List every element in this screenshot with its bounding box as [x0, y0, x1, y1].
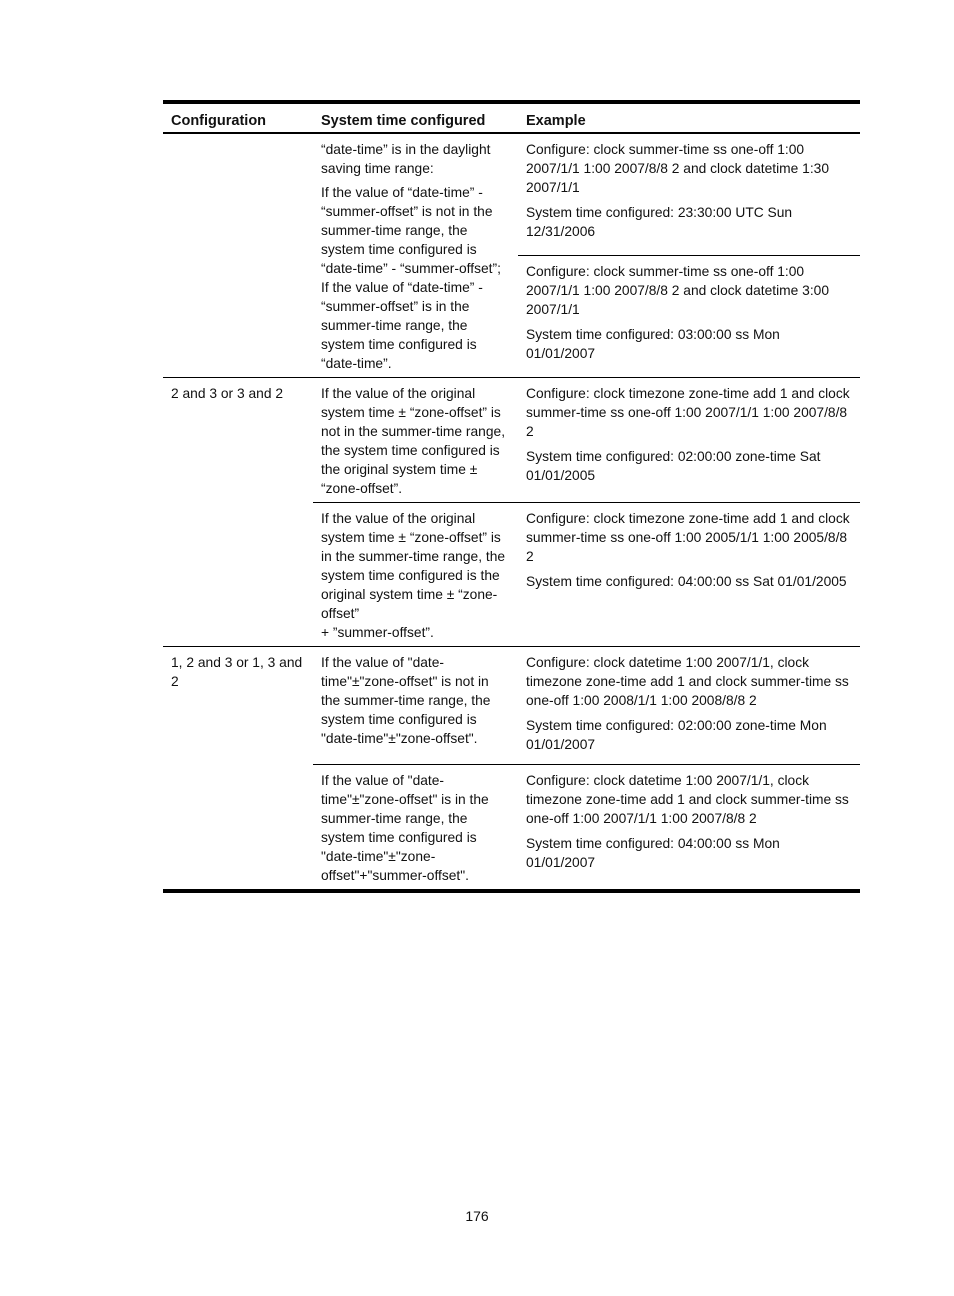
table-header-row — [163, 102, 860, 133]
example-result-text: System time configured: 04:00:00 ss Mon 01/01/2007 — [526, 836, 780, 870]
system-time-text: If the value of “date-time” - “summer-offset” is not in the summer-time range, the system time configured is “date-time” - “summer-offset”; — [321, 185, 501, 276]
example-cell — [518, 133, 860, 256]
example-cell — [518, 256, 860, 378]
table-row — [163, 133, 860, 256]
example-cell — [518, 765, 860, 892]
example-configure-text: Configure: clock timezone zone-time add 1 and clock summer-time ss one-off 1:00 2007/1/1 1:00 2007/8/8 2 — [526, 386, 850, 439]
system-time-cell: If the value of "date-time"±"zone-offset" is in the summer-time range, the system time configured is "date-time"±"zone-offset"+"summer-offset". — [313, 765, 518, 892]
table-row — [163, 647, 860, 765]
config-cell — [163, 133, 313, 378]
example-cell — [518, 647, 860, 765]
system-time-text: If the value of the original system time ± “zone-offset” is in the summer-time range, the system time configured is the original system time ± “zone-offset” — [321, 511, 506, 621]
example-result-text: System time configured: 23:30:00 UTC Sun 12/31/2006 — [526, 205, 793, 239]
config-cell: 1, 2 and 3 or 1, 3 and 2 — [163, 647, 313, 892]
system-time-text: “date-time” is in the daylight saving time range: — [321, 142, 491, 176]
example-result-text: System time configured: 03:00:00 ss Mon 01/01/2007 — [526, 327, 780, 361]
configuration-table — [163, 100, 860, 893]
system-time-cell — [313, 133, 518, 378]
system-time-cell: If the value of the original system time ± “zone-offset” is not in the summer-time range, the system time configured is the original system time ± “zone-offset”. — [313, 378, 518, 503]
system-time-text: + ”summer-offset”. — [321, 625, 434, 640]
page-number: 176 — [465, 1208, 489, 1224]
header-example: Example — [518, 102, 860, 133]
example-configure-text: Configure: clock summer-time ss one-off 1:00 2007/1/1 1:00 2007/8/8 2 and clock datetime 3:00 2007/1/1 — [526, 264, 829, 317]
example-cell — [518, 378, 860, 503]
example-result-text: System time configured: 04:00:00 ss Sat 01/01/2005 — [526, 574, 847, 589]
example-configure-text: Configure: clock datetime 1:00 2007/1/1, clock timezone zone-time add 1 and clock summer-time ss one-off 1:00 2008/1/1 1:00 2008/8/8 2 — [526, 655, 849, 708]
example-configure-text: Configure: clock datetime 1:00 2007/1/1, clock timezone zone-time add 1 and clock summer-time ss one-off 1:00 2007/1/1 1:00 2007/8/8 2 — [526, 773, 849, 826]
example-cell — [518, 503, 860, 647]
config-cell: 2 and 3 or 3 and 2 — [163, 378, 313, 647]
header-system-time: System time configured — [313, 102, 518, 133]
system-time-text: If the value of “date-time” - “summer-offset” is in the summer-time range, the system time configured is “date-time”. — [321, 280, 483, 371]
system-time-cell — [313, 503, 518, 647]
system-time-cell: If the value of "date-time"±"zone-offset" is not in the summer-time range, the system time configured is "date-time"±"zone-offset". — [313, 647, 518, 765]
example-configure-text: Configure: clock summer-time ss one-off 1:00 2007/1/1 1:00 2007/8/8 2 and clock datetime 1:30 2007/1/1 — [526, 142, 829, 195]
example-configure-text: Configure: clock timezone zone-time add 1 and clock summer-time ss one-off 1:00 2005/1/1 1:00 2005/8/8 2 — [526, 511, 850, 564]
table-row — [163, 378, 860, 503]
example-result-text: System time configured: 02:00:00 zone-time Sat 01/01/2005 — [526, 449, 821, 483]
header-configuration: Configuration — [163, 102, 313, 133]
example-result-text: System time configured: 02:00:00 zone-time Mon 01/01/2007 — [526, 718, 827, 752]
